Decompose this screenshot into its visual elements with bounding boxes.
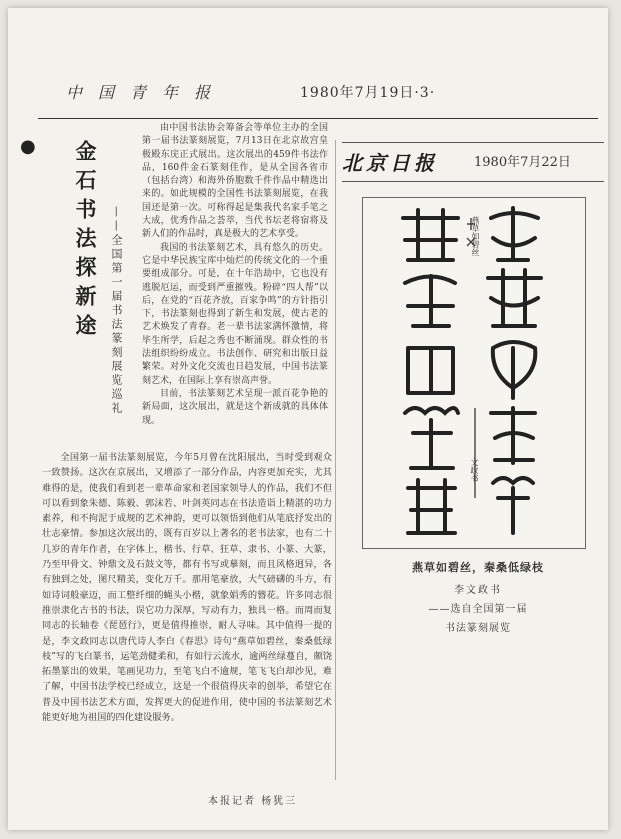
paragraph: 全国第一届书法篆刻展览，今年5月曾在沈阳展出，当时受到观众一致赞扬。这次在京展出，又增添了一部分作品，内容更加充实，尤其难得的是，使我们看到老一辈革命家和老国家领导人的作品，我们不但可以看到象朱德、陈毅、郭沫若、叶剑英同志在书法造诣上精湛的功力素养，和不拘泥于成规的艺术神韵，更可以领悟到他们从笔底抒发出的壮志豪情。参加这次展出的，既有百岁以上著名的老书法家，也有二十几岁的青年作者，在字体上，楷书、行草、狂草、隶书、小篆、大篆，乃至甲骨文、钟鼎文及石鼓文等，都有书写或摹刻，而且风格迥异，各有独到之处，图尺精美，变化万千。那用笔豪放，大气磅礴的斗方，有如诗词般豪迈，而工整纤细的蝇头小楷，就象娟秀的簪花。许多同志很推崇隶化古书的书法，误它功力深厚，写动有力，独具一格。而周而复同志的长轴卷《琵琶行》，更是值得推崇，耐人寻味。其中值得一提的是，李文政同志以唐代诗人李白《春思》诗句“燕草如碧丝，秦桑低绿枝”写的飞白篆书，运笔劲健柔和，有如行云流水，逾两丝绿蔓自，颇饶拓墨篆出的效果，笔画见功力，至笔飞白不逾规，笔飞飞白却沙见，难了解，中国书法学校已经成立，这是一个很值得庆幸的创举，希望它在普及中国书法艺术方面，发挥更大的促进作用，使中国的书法篆刻艺术能更好地为祖国的四化建设服务。 xyxy=(42,452,332,724)
clipping-paper-name: 北京日报 xyxy=(342,151,438,175)
paragraph: 由中国书法协会筹备会等单位主办的全国第一届书法篆刻展览，7月13日在北京故宫皇极殿东庑正式展出。这次展出的459件书法作品，160件金石篆刻佳作，是从全国各省市（包括台湾）和海外侨胞数千件作品中精选出来的。如此规模的全国性书法篆刻展览，在我国还是第一次。可称得起是集我代名家手笔之大成，优秀作品之荟萃，当代书坛老将宿将及新人们的作品时，真是极大的艺术享受。 xyxy=(142,123,328,240)
pasted-clipping xyxy=(342,142,604,653)
seal-caption xyxy=(358,559,598,634)
bullet-icon: ● xyxy=(20,136,36,157)
issue-date: 1980年7月19日·3· xyxy=(300,85,436,101)
article-column-bottom xyxy=(42,450,332,780)
seal-script-artwork xyxy=(362,197,586,549)
byline: 本报记者 杨犹三 xyxy=(208,796,298,807)
caption-poem: 燕草如碧丝，秦桑低绿枝 xyxy=(412,561,544,574)
clipping-date: 1980年7月22日 xyxy=(474,155,571,170)
caption-source-2: 书法篆刻展览 xyxy=(445,623,511,634)
newspaper-page xyxy=(8,8,608,830)
seal-signature: 文政书 xyxy=(470,458,479,482)
article-title: 金石书法探新途 xyxy=(73,140,98,343)
caption-author: 李文政书 xyxy=(454,585,502,596)
clipping-rule xyxy=(342,181,604,182)
seal-inscription: 燕草如碧丝 xyxy=(471,216,480,256)
column-divider xyxy=(335,140,336,780)
paragraph: 我国的书法篆刻艺术，具有悠久的历史。它是中华民族宝库中灿烂的传统文化的一个重要组成部分。可是，在十年浩劫中，它也没有逃脱厄运，而受到严重摧残。粉碎“四人帮”以后，在党的“百花齐放，百家争鸣”的方针指引下，书法篆刻也得到了新生和发展，使古老的艺术焕发了青春。老一辈书法家满怀激情，将毕生所学，后起之秀也不断涌现。群众性的书法组织纷纷成立。书法创作、研究和出版日益繁荣。对外文化交流也日趋发展，中国书法篆刻艺术，在国际上享有崇高声誉。 xyxy=(142,242,328,386)
article-column-top xyxy=(142,122,328,458)
paper-name: 中国青年报 xyxy=(66,83,227,102)
article-subtitle: ——全国第一届书法篆刻展览巡礼 xyxy=(110,206,123,416)
paragraph: 目前，书法篆刻艺术呈现一派百花争艳的新局面，这次展出，就是这个新成就的具体体现。 xyxy=(142,388,328,426)
masthead xyxy=(38,68,598,119)
caption-source: ——选自全国第一届 xyxy=(428,604,528,615)
